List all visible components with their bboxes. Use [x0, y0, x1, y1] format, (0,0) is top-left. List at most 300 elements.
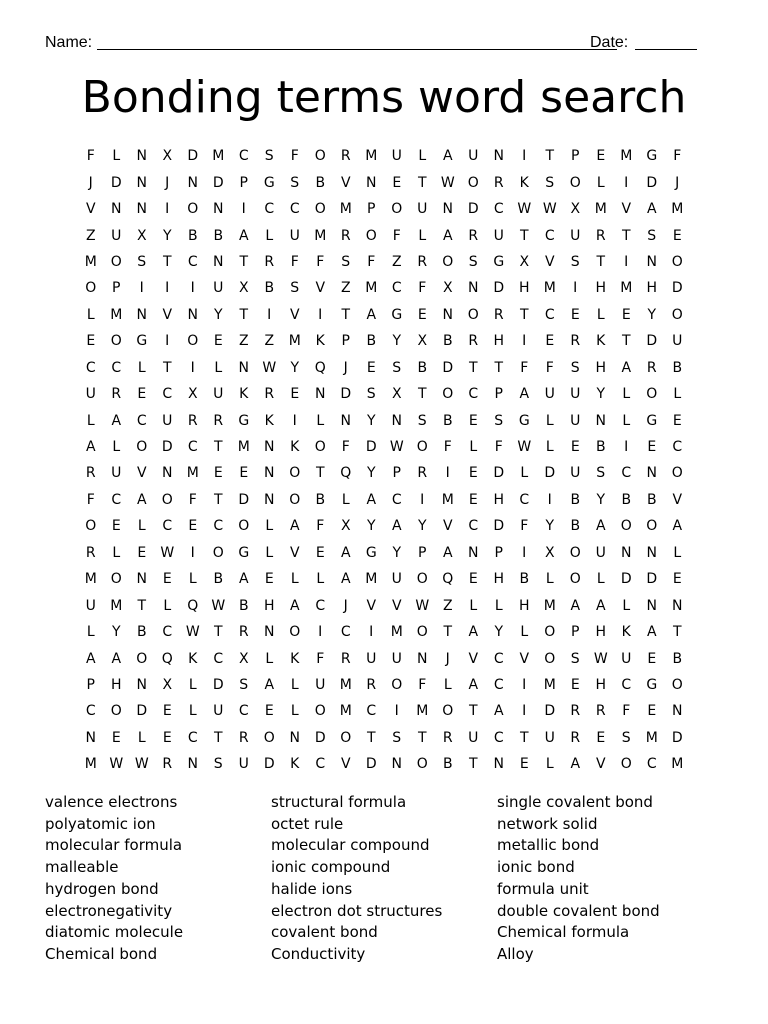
grid-letter: T [366, 729, 376, 746]
grid-letter: U [315, 676, 326, 693]
grid-letter: Q [161, 650, 173, 667]
grid-row [78, 460, 690, 486]
grid-letter: O [646, 518, 658, 535]
grid-letter: L [520, 624, 529, 641]
grid-letter: T [162, 359, 172, 376]
grid-letter: I [420, 491, 425, 508]
grid-letter: L [86, 306, 95, 323]
grid-letter: K [290, 439, 300, 456]
grid-letter: A [442, 544, 453, 561]
grid-letter: F [545, 359, 554, 376]
grid-letter: L [418, 148, 427, 165]
grid-letter: N [595, 412, 606, 429]
grid-letter: A [570, 597, 581, 614]
grid-letter: O [544, 650, 556, 667]
grid-letter: M [339, 703, 352, 720]
grid-letter: Y [417, 518, 427, 535]
grid-letter: R [85, 465, 96, 482]
grid-letter: G [646, 676, 658, 693]
grid-letter: C [162, 518, 173, 535]
grid-letter: N [136, 676, 147, 693]
grid-letter: M [543, 280, 556, 297]
grid-letter: I [165, 280, 170, 297]
grid-letter: O [314, 148, 326, 165]
date-blank-line [635, 49, 697, 50]
grid-letter: C [187, 253, 198, 270]
grid-row [78, 302, 690, 328]
grid-letter: U [289, 227, 300, 244]
grid-letter: W [542, 201, 557, 218]
grid-letter: C [493, 201, 504, 218]
grid-letter: L [188, 676, 197, 693]
grid-letter: G [391, 306, 403, 323]
grid-letter: F [86, 491, 95, 508]
grid-letter: T [162, 253, 172, 270]
grid-letter: N [646, 253, 657, 270]
grid-letter: K [239, 386, 249, 403]
grid-letter: L [494, 597, 503, 614]
grid-letter: V [595, 756, 606, 773]
grid-letter: N [187, 174, 198, 191]
grid-letter: C [672, 439, 683, 456]
grid-letter: O [289, 465, 301, 482]
grid-row [78, 434, 690, 460]
grid-letter: R [442, 729, 453, 746]
grid-letter: I [190, 280, 195, 297]
grid-letter: G [518, 412, 530, 429]
grid-letter: E [621, 306, 631, 323]
grid-letter: L [112, 148, 121, 165]
grid-letter: V [315, 280, 326, 297]
grid-letter: U [391, 148, 402, 165]
grid-letter: C [187, 439, 198, 456]
grid-letter: O [289, 624, 301, 641]
grid-letter: A [136, 491, 147, 508]
grid-letter: W [389, 439, 404, 456]
grid-letter: C [136, 412, 147, 429]
grid-letter: I [522, 544, 527, 561]
grid-letter: E [672, 412, 682, 429]
grid-letter: L [673, 386, 682, 403]
grid-letter: Y [596, 491, 606, 508]
word-list-item: molecular formula [45, 836, 183, 855]
grid-letter: N [672, 703, 683, 720]
grid-letter: B [621, 491, 632, 508]
grid-letter: F [316, 253, 325, 270]
grid-letter: R [366, 676, 377, 693]
grid-letter: F [290, 253, 299, 270]
word-list-item: halide ions [271, 879, 353, 898]
grid-letter: U [162, 412, 173, 429]
grid-letter: B [646, 491, 657, 508]
grid-letter: L [545, 412, 554, 429]
grid-letter: C [111, 491, 122, 508]
grid-letter: U [213, 386, 224, 403]
grid-letter: U [213, 703, 224, 720]
grid-letter: E [519, 756, 529, 773]
grid-letter: N [85, 729, 96, 746]
grid-letter: K [290, 650, 300, 667]
grid-letter: V [289, 306, 300, 323]
grid-letter: I [190, 544, 195, 561]
grid-letter: O [569, 571, 581, 588]
grid-letter: O [365, 227, 377, 244]
grid-letter: F [341, 439, 350, 456]
grid-letter: T [468, 756, 478, 773]
grid-letter: T [519, 227, 529, 244]
grid-letter: T [239, 253, 249, 270]
grid-letter: A [85, 650, 96, 667]
grid-letter: U [570, 465, 581, 482]
grid-letter: M [110, 306, 123, 323]
grid-letter: F [443, 439, 452, 456]
grid-letter: N [442, 306, 453, 323]
grid-letter: S [137, 253, 147, 270]
grid-letter: E [162, 729, 172, 746]
grid-letter: A [340, 571, 351, 588]
grid-letter: O [136, 650, 148, 667]
grid-letter: L [545, 571, 554, 588]
grid-letter: R [111, 386, 122, 403]
word-list-item: valence electrons [45, 793, 178, 811]
grid-letter: D [544, 465, 556, 482]
grid-letter: V [519, 650, 530, 667]
grid-letter: Y [647, 306, 657, 323]
grid-letter: X [417, 333, 428, 350]
grid-letter: O [263, 729, 275, 746]
grid-letter: P [367, 201, 376, 218]
grid-letter: O [110, 253, 122, 270]
grid-letter: A [493, 703, 504, 720]
grid-letter: A [672, 518, 683, 535]
grid-letter: L [265, 227, 274, 244]
grid-letter: C [366, 703, 377, 720]
grid-letter: L [214, 359, 223, 376]
grid-letter: H [595, 676, 607, 693]
grid-letter: F [418, 676, 427, 693]
grid-letter: U [111, 227, 122, 244]
grid-letter: C [162, 386, 173, 403]
grid-letter: M [671, 201, 684, 218]
grid-letter: M [441, 491, 454, 508]
grid-letter: M [288, 333, 301, 350]
grid-letter: C [213, 650, 224, 667]
grid-letter: O [671, 676, 683, 693]
grid-letter: H [595, 359, 607, 376]
grid-letter: E [570, 439, 580, 456]
grid-letter: E [264, 571, 274, 588]
grid-letter: U [468, 729, 479, 746]
grid-letter: D [620, 571, 632, 588]
grid-letter: U [391, 650, 402, 667]
grid-letter: T [417, 386, 427, 403]
grid-letter: C [187, 729, 198, 746]
grid-row [78, 169, 690, 195]
grid-letter: E [366, 359, 376, 376]
grid-letter: L [112, 544, 121, 561]
grid-letter: I [318, 306, 323, 323]
grid-letter: W [160, 544, 175, 561]
grid-letter: S [392, 359, 402, 376]
grid-letter: N [264, 465, 275, 482]
grid-letter: N [136, 571, 147, 588]
grid-letter: O [187, 333, 199, 350]
grid-letter: C [621, 465, 632, 482]
grid-letter: C [162, 624, 173, 641]
grid-letter: M [594, 201, 607, 218]
grid-letter: H [493, 333, 505, 350]
grid-row [78, 698, 690, 724]
word-list-item: double covalent bond [497, 901, 660, 920]
grid-letter: S [621, 729, 631, 746]
grid-letter: H [518, 280, 530, 297]
grid-letter: M [620, 148, 633, 165]
grid-letter: U [570, 412, 581, 429]
grid-letter: B [519, 571, 530, 588]
grid-letter: O [85, 518, 97, 535]
word-list-item: Chemical formula [497, 923, 630, 942]
grid-letter: L [86, 624, 95, 641]
grid-letter: I [547, 491, 552, 508]
grid-letter: A [85, 439, 96, 456]
grid-letter: V [340, 756, 351, 773]
grid-letter: U [366, 650, 377, 667]
grid-letter: L [290, 571, 299, 588]
grid-letter: G [646, 148, 658, 165]
grid-letter: O [416, 756, 428, 773]
word-list-item: ionic compound [271, 858, 391, 877]
grid-letter: E [647, 650, 657, 667]
grid-letter: O [136, 439, 148, 456]
grid-letter: M [84, 756, 97, 773]
grid-letter: C [85, 359, 96, 376]
grid-letter: S [366, 386, 376, 403]
grid-letter: O [467, 306, 479, 323]
grid-letter: N [136, 148, 147, 165]
grid-letter: K [315, 333, 325, 350]
grid-letter: S [570, 650, 580, 667]
grid-letter: A [289, 518, 300, 535]
grid-letter: N [391, 412, 402, 429]
grid-letter: E [264, 703, 274, 720]
grid-letter: R [340, 650, 351, 667]
grid-letter: P [86, 676, 95, 693]
grid-letter: T [621, 333, 631, 350]
word-list-item: Alloy [497, 944, 534, 963]
grid-letter: I [624, 253, 629, 270]
grid-letter: D [493, 280, 505, 297]
header [45, 34, 697, 56]
grid-letter: F [316, 650, 325, 667]
grid-letter: B [136, 624, 147, 641]
grid-letter: R [595, 703, 606, 720]
grid-letter: C [111, 359, 122, 376]
grid-letter: E [672, 227, 682, 244]
grid-letter: L [137, 359, 146, 376]
grid-letter: D [493, 518, 505, 535]
grid-letter: L [188, 571, 197, 588]
grid-letter: O [620, 518, 632, 535]
grid-letter: O [314, 439, 326, 456]
grid-letter: F [188, 491, 197, 508]
grid-letter: E [672, 571, 682, 588]
grid-letter: G [263, 174, 275, 191]
grid-letter: M [339, 676, 352, 693]
grid-letter: K [596, 333, 606, 350]
grid-letter: U [238, 756, 249, 773]
grid-letter: V [162, 306, 173, 323]
grid-letter: E [647, 703, 657, 720]
name-label: Name: [45, 34, 93, 51]
grid-letter: L [443, 676, 452, 693]
grid-letter: N [136, 201, 147, 218]
grid-letter: L [265, 650, 274, 667]
grid-letter: Y [392, 544, 402, 561]
grid-letter: N [442, 201, 453, 218]
grid-letter: T [468, 703, 478, 720]
grid-letter: W [440, 174, 455, 191]
grid-letter: M [84, 253, 97, 270]
grid-letter: L [596, 306, 605, 323]
grid-letter: B [417, 359, 428, 376]
grid-letter: O [85, 280, 97, 297]
grid-letter: C [391, 280, 402, 297]
grid-letter: L [520, 465, 529, 482]
grid-letter: Y [596, 386, 606, 403]
grid-letter: X [187, 386, 198, 403]
word-list-item: covalent bond [271, 923, 378, 942]
grid-letter: E [86, 333, 96, 350]
grid-letter: M [543, 597, 556, 614]
grid-letter: L [673, 544, 682, 561]
grid-letter: C [493, 650, 504, 667]
grid-letter: S [264, 148, 274, 165]
grid-letter: A [468, 624, 479, 641]
grid-letter: H [595, 280, 607, 297]
grid-letter: N [646, 544, 657, 561]
grid-letter: X [340, 518, 351, 535]
grid-letter: D [212, 676, 224, 693]
grid-letter: C [238, 703, 249, 720]
grid-letter: F [622, 703, 631, 720]
grid-letter: T [468, 359, 478, 376]
grid-letter: R [646, 359, 657, 376]
grid-letter: U [544, 386, 555, 403]
grid-letter: E [392, 174, 402, 191]
grid-letter: M [212, 148, 225, 165]
grid-letter: J [165, 174, 170, 191]
grid-letter: E [315, 544, 325, 561]
grid-letter: U [570, 386, 581, 403]
grid-letter: T [315, 465, 325, 482]
grid-letter: T [519, 729, 529, 746]
grid-letter: R [340, 148, 351, 165]
grid-letter: X [519, 253, 530, 270]
grid-letter: W [415, 597, 430, 614]
grid-letter: E [468, 491, 478, 508]
grid-letter: E [188, 518, 198, 535]
grid-letter: P [494, 544, 503, 561]
grid-letter: A [442, 148, 453, 165]
grid-letter: D [161, 439, 173, 456]
grid-letter: D [110, 174, 122, 191]
grid-letter: R [187, 412, 198, 429]
grid-letter: E [213, 465, 223, 482]
word-list-item: hydrogen bond [45, 879, 159, 898]
grid-letter: Z [391, 253, 402, 270]
grid-letter: M [84, 571, 97, 588]
grid-letter: E [162, 571, 172, 588]
grid-letter: R [468, 227, 479, 244]
grid-letter: T [519, 306, 529, 323]
grid-letter: N [187, 756, 198, 773]
grid-letter: B [238, 597, 249, 614]
name-blank-line [97, 49, 617, 50]
grid-letter: D [365, 756, 377, 773]
grid-letter: R [340, 227, 351, 244]
grid-letter: O [416, 571, 428, 588]
grid-letter: I [573, 280, 578, 297]
grid-letter: Q [314, 359, 326, 376]
grid-letter: O [110, 703, 122, 720]
grid-letter: A [570, 756, 581, 773]
grid-letter: V [391, 597, 402, 614]
grid-letter: A [111, 650, 122, 667]
grid-letter: N [417, 650, 428, 667]
grid-letter: E [137, 386, 147, 403]
grid-letter: L [622, 597, 631, 614]
grid-letter: D [467, 201, 479, 218]
grid-letter: N [646, 465, 657, 482]
grid-letter: Y [213, 306, 223, 323]
word-list-item: network solid [497, 814, 598, 833]
grid-letter: R [468, 333, 479, 350]
grid-letter: I [369, 624, 374, 641]
grid-letter: A [264, 676, 275, 693]
grid-letter: S [290, 174, 300, 191]
grid-letter: F [367, 253, 376, 270]
grid-letter: U [570, 227, 581, 244]
grid-row [78, 487, 690, 513]
grid-letter: T [213, 624, 223, 641]
grid-letter: E [570, 306, 580, 323]
grid-letter: T [417, 174, 427, 191]
grid-letter: Y [366, 518, 376, 535]
grid-letter: B [672, 650, 683, 667]
grid-letter: O [289, 491, 301, 508]
grid-letter: W [262, 359, 277, 376]
grid-letter: D [263, 756, 275, 773]
grid-letter: B [213, 571, 224, 588]
grid-letter: O [646, 386, 658, 403]
grid-letter: O [671, 253, 683, 270]
grid-letter: L [137, 729, 146, 746]
grid-letter: K [264, 412, 274, 429]
grid-letter: A [111, 412, 122, 429]
word-list-item: polyatomic ion [45, 814, 156, 833]
grid-letter: N [340, 412, 351, 429]
grid-letter: L [316, 571, 325, 588]
grid-letter: U [213, 280, 224, 297]
grid-letter: S [545, 174, 555, 191]
grid-letter: R [570, 333, 581, 350]
grid-letter: O [340, 729, 352, 746]
grid-letter: B [213, 227, 224, 244]
grid-row [78, 407, 690, 433]
grid-letter: V [340, 174, 351, 191]
grid-letter: Y [545, 518, 555, 535]
grid-letter: H [646, 280, 658, 297]
